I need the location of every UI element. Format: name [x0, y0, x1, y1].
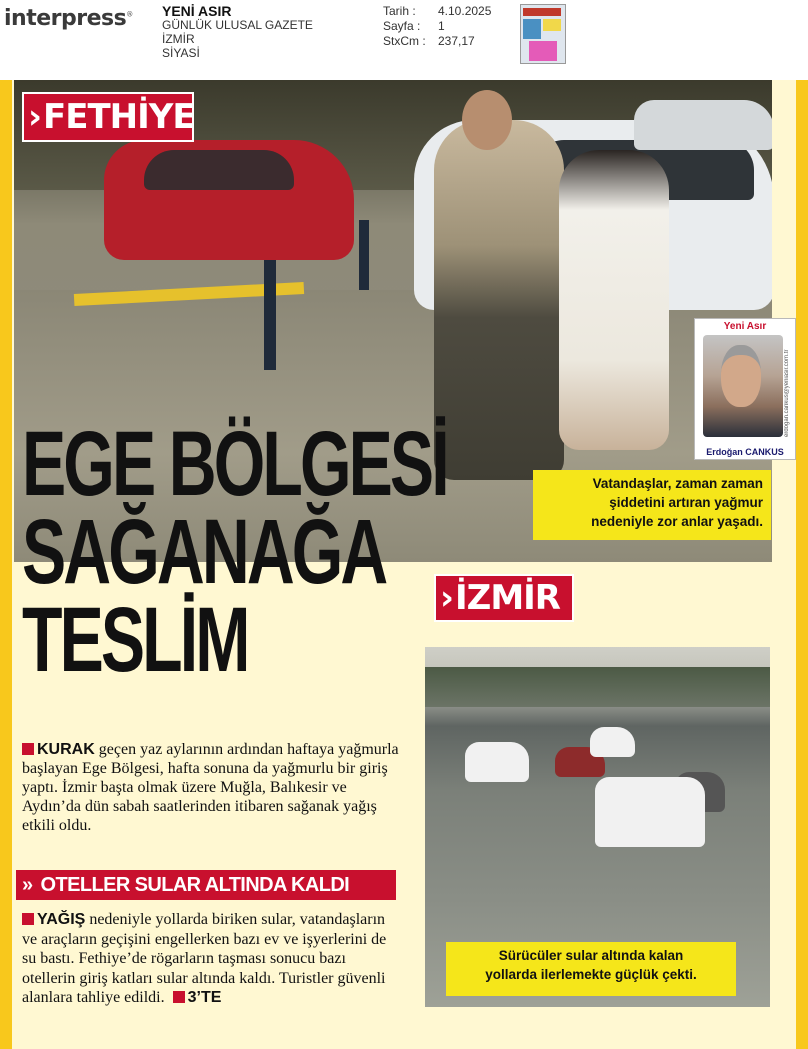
date-value: 4.10.2025	[438, 4, 492, 18]
photo-caption-bottom: Sürücüler sular altında kalan yollarda ilerlemekte güçlük çekti.	[446, 942, 736, 996]
fethiye-tag: › FETHİYE	[22, 92, 194, 142]
publication-section: SİYASİ	[162, 46, 200, 60]
columnist-email: erdogan.cankus@yeniasir.com.tr	[784, 349, 790, 437]
page-value: 1	[438, 19, 445, 33]
bullet-square-icon	[173, 991, 185, 1003]
columnist-box	[694, 318, 796, 460]
publication-info	[162, 4, 313, 60]
interpress-logo: interpress®	[4, 6, 133, 31]
chevron-right-icon: ›	[440, 578, 454, 618]
izmir-tag: › İZMİR	[434, 574, 574, 622]
clipping-meta	[383, 4, 491, 49]
publication-name: YENİ ASIR	[162, 3, 232, 19]
bullet-square-icon	[22, 913, 34, 925]
page-thumbnail[interactable]	[520, 4, 566, 64]
lead-keyword: KURAK	[37, 741, 95, 758]
date-label: Tarih :	[383, 4, 416, 18]
right-border	[796, 80, 808, 1049]
body-keyword: YAĞIŞ	[37, 911, 86, 928]
page-label: Sayfa :	[383, 19, 421, 33]
subheading: » OTELLER SULAR ALTINDA KALDI	[16, 870, 396, 900]
publication-type: GÜNLÜK ULUSAL GAZETE	[162, 18, 313, 32]
headline	[22, 413, 452, 691]
photo-caption-top: Vatandaşlar, zaman zaman şiddetini artıran yağmur nedeniyle zor anlar yaşadı.	[533, 470, 771, 540]
news-clipping	[0, 80, 808, 1049]
headline-line-2: SAĞANAĞA	[22, 501, 386, 603]
publication-city: İZMİR	[162, 32, 195, 46]
lead-paragraph	[22, 740, 402, 835]
body-text: nedeniyle yollarda biriken sular, vatandaşların ve araçların geçişini engellerken bazı ev ve işyerlerini de su bastı. Fethiye’de rögarların taşması sonucu bazı otellerin giriş katları sular altında kaldı. Turistler güvenli alanlara tahliye edildi.	[22, 911, 387, 1006]
headline-line-1: EGE BÖLGESİ	[22, 413, 447, 515]
left-border	[0, 80, 12, 1049]
columnist-brand: Yeni Asır	[723, 321, 767, 332]
stxcm-label: StxCm :	[383, 34, 426, 48]
headline-line-3: TESLİM	[22, 589, 248, 691]
bullet-square-icon	[22, 743, 34, 755]
clipping-header	[0, 0, 808, 70]
stxcm-value: 237,17	[438, 34, 475, 48]
chevron-right-icon: ›	[28, 97, 42, 137]
columnist-name: Erdoğan CANKUS	[706, 447, 784, 457]
body-paragraph	[22, 910, 402, 1008]
lead-text: geçen yaz aylarının ardından haftaya yağmurla başlayan Ege Bölgesi, hafta sonuna da yağmurlu bir giriş yaptı. İzmir başta olmak üzere Muğla, Balıkesir ve Aydın’da dün sabah saatlerinden itibaren sağanak yağış etkili oldu.	[22, 741, 399, 834]
double-chevron-icon: »	[22, 873, 33, 896]
columnist-face	[721, 345, 761, 407]
continued-ref: 3’TE	[173, 989, 222, 1006]
